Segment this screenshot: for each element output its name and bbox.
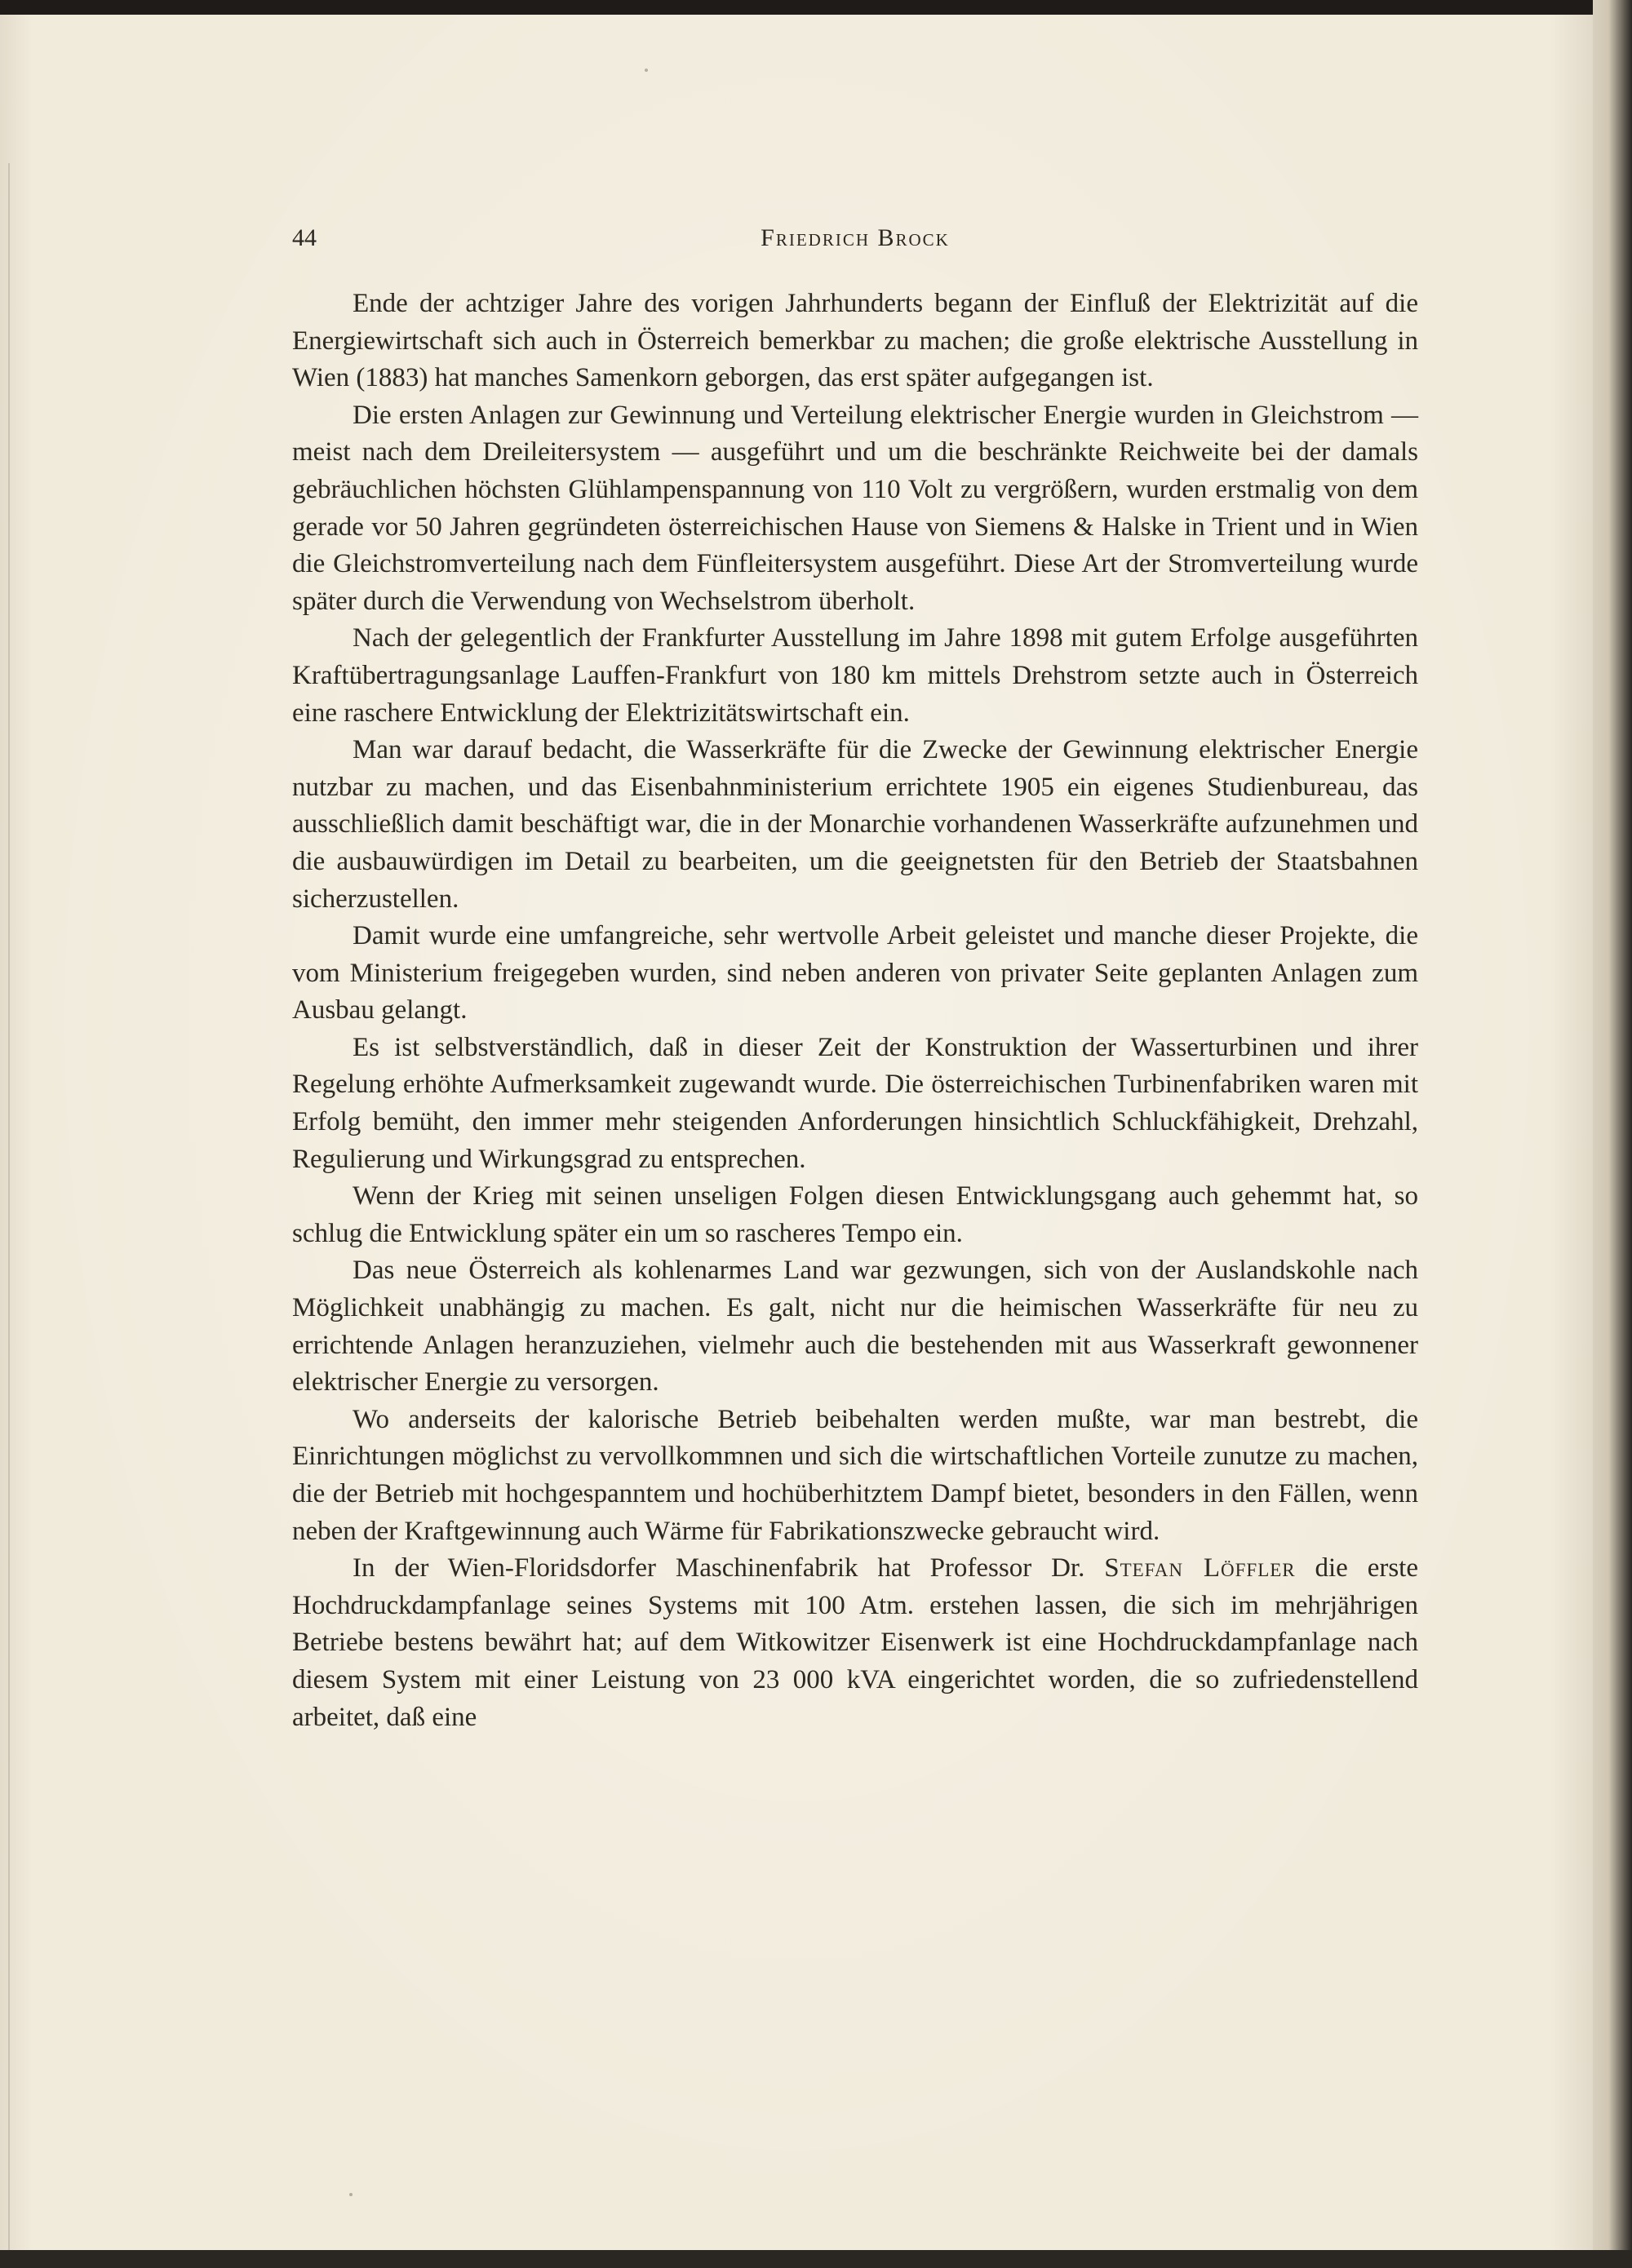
person-name: Stefan Löffler bbox=[1104, 1553, 1296, 1584]
paragraph: Die ersten Anlagen zur Gewinnung und Verteilung elektrischer Energie wurden in Gleichstrom — meist nach dem Dreileitersystem — ausgeführt und um die beschränkte Reichweite bei der damals gebräuchlichen höchsten Glühlampenspannung von 110 Volt zu vergrößern, wurden erstmalig von dem gerade vor 50 Jahren gegründeten österreichischen Hause von Siemens & Halske in Trient und in Wien die Gleichstromverteilung nach dem Fünfleitersystem ausgeführt. Diese Art der Stromverteilung wurde später durch die Verwendung von Wechselstrom überholt. bbox=[292, 400, 1418, 616]
paragraph-text: In der Wien-Floridsdorfer Maschinenfabrik hat Professor Dr. bbox=[353, 1553, 1105, 1584]
paragraph: Man war darauf bedacht, die Wasserkräfte für die Zwecke der Gewinnung elektrischer Energie nutzbar zu machen, und das Eisenbahnministerium errichtete 1905 ein eigenes Studienbureau, das ausschließlich damit beschäftigt war, die in der Monarchie vorhandenen Wasserkräfte aufzunehmen und die ausbauwürdigen im Detail zu bearbeiten, um die geeignetsten für den Betrieb der Staatsbahnen sicherzustellen. bbox=[292, 735, 1418, 914]
paragraph: Ende der achtziger Jahre des vorigen Jahrhunderts begann der Einfluß der Elektrizität auf die Energiewirtschaft sich auch in Österreich bemerkbar zu machen; die große elektrische Ausstellung in Wien (1883) hat manches Samenkorn geborgen, das erst später aufgegangen ist. bbox=[292, 289, 1418, 393]
gutter-line bbox=[8, 163, 10, 2252]
paper-speck bbox=[349, 2193, 353, 2196]
paper-speck bbox=[645, 69, 648, 72]
page-number: 44 bbox=[292, 224, 317, 251]
running-head: Friedrich Brock bbox=[761, 224, 950, 251]
paragraph: Es ist selbstverständlich, daß in dieser Zeit der Konstruktion der Wasserturbinen und ihrer Regelung erhöhte Aufmerksamkeit zugewandt wurde. Die österreichischen Turbinenfabriken waren mit Erfolg bemüht, den immer mehr steigenden Anforderungen hinsichtlich Schluckfähigkeit, Drehzahl, Regulierung und Wirkungsgrad zu entsprechen. bbox=[292, 1032, 1418, 1174]
paragraph: Wenn der Krieg mit seinen unseligen Folgen diesen Entwicklungsgang auch gehemmt hat, so schlug die Entwicklung später ein um so rascheres Tempo ein. bbox=[292, 1181, 1418, 1248]
page-header bbox=[292, 222, 1418, 255]
paragraph-text: die erste Hochdruckdampfanlage seines Systems mit 100 Atm. erstehen lassen, die sich im mehrjährigen Betriebe bestens bewährt hat; auf dem Witkowitzer Eisenwerk ist eine Hochdruckdampfanlage nach diesem System mit einer Leistung von 23 000 kVA eingerichtet worden, die so zufriedenstellend arbeitet, daß eine bbox=[292, 1553, 1418, 1732]
paragraph: Wo anderseits der kalorische Betrieb beibehalten werden mußte, war man bestrebt, die Einrichtungen möglichst zu vervollkommnen und sich die wirtschaftlichen Vorteile zunutze zu machen, die der Betrieb mit hochgespanntem und hochüberhitztem Dampf bietet, besonders in den Fällen, wenn neben der Kraftgewinnung auch Wärme für Fabrikationszwecke gebraucht wird. bbox=[292, 1404, 1418, 1546]
page-edge bbox=[1593, 0, 1632, 2268]
body-text bbox=[292, 286, 1418, 1736]
paragraph: Damit wurde eine umfangreiche, sehr wertvolle Arbeit geleistet und manche dieser Projekte, die vom Ministerium freigegeben wurden, sind neben anderen von privater Seite geplanten Anlagen zum Ausbau gelangt. bbox=[292, 921, 1418, 1025]
scan-bottom-border bbox=[0, 2250, 1632, 2268]
paragraph: Das neue Österreich als kohlenarmes Land war gezwungen, sich von der Auslandskohle nach Möglichkeit unabhängig zu machen. Es galt, nicht nur die heimischen Wasserkräfte für neu zu errichtende Anlagen heranzuziehen, vielmehr auch die bestehenden mit aus Wasserkraft gewonnener elektrischer Energie zu versorgen. bbox=[292, 1256, 1418, 1398]
paragraph: Nach der gelegentlich der Frankfurter Ausstellung im Jahre 1898 mit gutem Erfolge ausgeführten Kraftübertragungsanlage Lauffen-Frankfurt von 180 km mittels Drehstrom setzte auch in Österreich eine raschere Entwicklung der Elektrizitätswirtschaft ein. bbox=[292, 623, 1418, 728]
paragraph bbox=[292, 1550, 1418, 1736]
